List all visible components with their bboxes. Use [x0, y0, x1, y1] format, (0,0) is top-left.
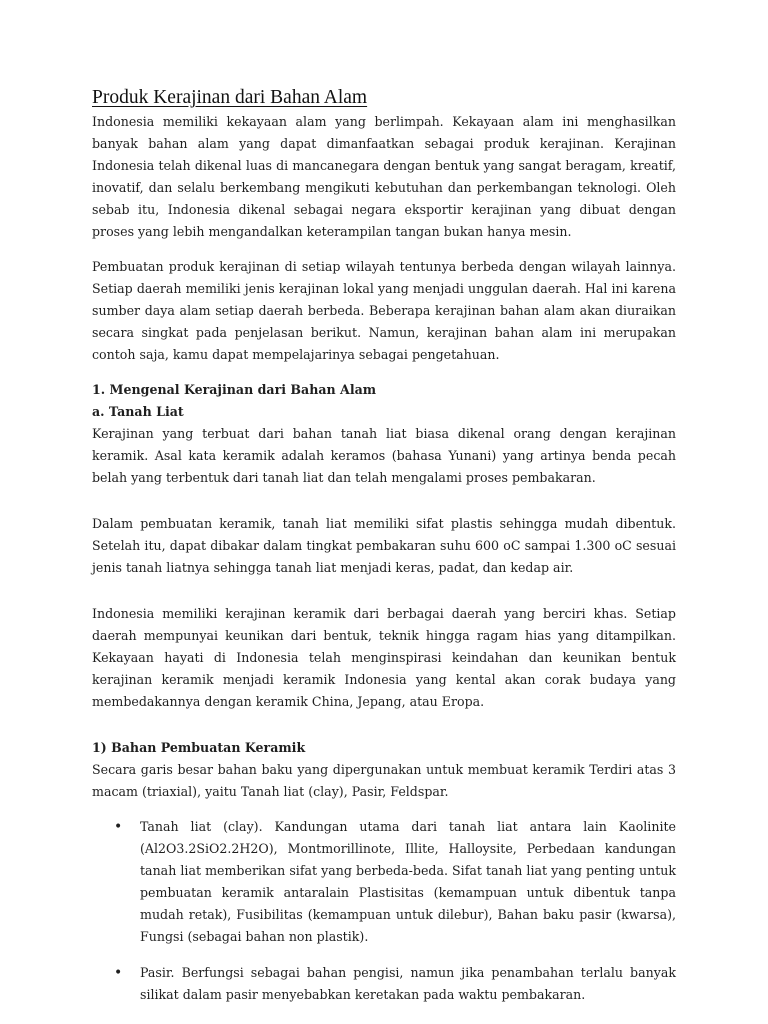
spacer [92, 579, 676, 603]
spacer [92, 803, 676, 816]
tanah-liat-paragraph-3: Indonesia memiliki kerajinan keramik dari berbagai daerah yang berciri khas. Setiap daerah mempunyai keunikan dari bentuk, teknik hingga ragam hias yang ditampilkan. Kekayaan hayati di Indonesia telah menginspirasi keindahan dan keunikan bentuk kerajinan keramik menjadi keramik Indonesia yang kental akan corak budaya yang membedakannya dengan keramik China, Jepang, atau Eropa. [92, 606, 676, 709]
page-title: Produk Kerajinan dari Bahan Alam [92, 87, 368, 108]
bahan-paragraph-1: Secara garis besar bahan baku yang dipergunakan untuk membuat keramik Terdiri atas 3 macam (triaxial), yaitu Tanah liat (clay), Pasir, Feldspar. [92, 762, 676, 799]
tanah-liat-paragraph-2: Dalam pembuatan keramik, tanah liat memiliki sifat plastis sehingga mudah dibentuk. Setelah itu, dapat dibakar dalam tingkat pembakaran suhu 600 oC sampai 1.300 oC sesuai jenis tanah liatnya sehingga tanah liat menjadi keras, padat, dan kedap air. [92, 516, 676, 575]
bullet-list [92, 816, 676, 1006]
list-item: • Tanah liat (clay). Kandungan utama dari tanah liat antara lain Kaolinite (Al2O3.2SiO2.2H2O), Montmorillinote, Illite, Halloysite, Perbedaan kandungan tanah liat memberikan sifat yang berbeda-beda. Sifat tanah liat yang penting untuk pembuatan keramik antaralain Plastisitas (kemampuan untuk dibentuk tanpa mudah retak), Fusibilitas (kemampuan untuk dilebur), Bahan baku pasir (kwarsa), Fungsi (sebagai bahan non plastik). [140, 816, 676, 948]
intro-paragraph-1: Indonesia memiliki kekayaan alam yang berlimpah. Kekayaan alam ini menghasilkan banyak bahan alam yang dapat dimanfaatkan sebagai produk kerajinan. Kerajinan Indonesia telah dikenal luas di mancanegara dengan bentuk yang sangat beragam, kreatif, inovatif, dan selalu berkembang mengikuti kebutuhan dan perkembangan teknologi. Oleh sebab itu, Indonesia dikenal sebagai negara eksportir kerajinan yang dibuat dengan proses yang lebih mengandalkan keterampilan tangan bukan hanya mesin. [92, 114, 676, 239]
list-item: • Pasir. Berfungsi sebagai bahan pengisi, namun jika penambahan terlalu banyak silikat dalam pasir menyebabkan keretakan pada waktu pembakaran. [140, 962, 676, 1006]
spacer [92, 243, 676, 256]
subsection-heading-a: a. Tanah Liat [92, 404, 184, 419]
subsection-heading-1: 1) Bahan Pembuatan Keramik [92, 740, 306, 755]
tanah-liat-paragraph-1: Kerajinan yang terbuat dari bahan tanah liat biasa dikenal orang dengan kerajinan keramik. Asal kata keramik adalah keramos (bahasa Yunani) yang artinya benda pecah belah yang terbentuk dari tanah liat dan telah mengalami proses pembakaran. [92, 426, 676, 485]
intro-paragraph-2: Pembuatan produk kerajinan di setiap wilayah tentunya berbeda dengan wilayah lainnya. Setiap daerah memiliki jenis kerajinan lokal yang menjadi unggulan daerah. Hal ini karena sumber daya alam setiap daerah berbeda. Beberapa kerajinan bahan alam akan diuraikan secara singkat pada penjelasan berikut. Namun, kerajinan bahan alam ini merupakan contoh saja, kamu dapat mempelajarinya sebagai pengetahuan. [92, 259, 676, 362]
spacer [92, 366, 676, 379]
spacer [92, 713, 676, 737]
spacer [92, 489, 676, 513]
section-heading-1: 1. Mengenal Kerajinan dari Bahan Alam [92, 382, 377, 397]
